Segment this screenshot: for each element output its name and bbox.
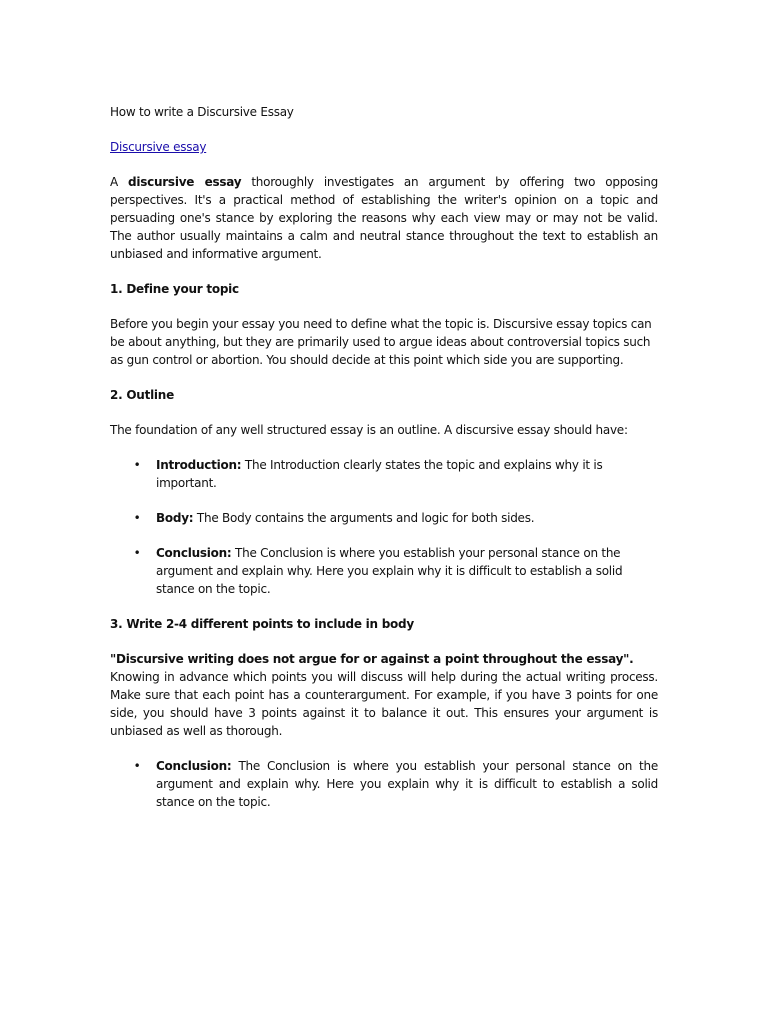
section1-body: Before you begin your essay you need to define what the topic is. Discursive essay topics can be about anything, but they are primarily used to argue ideas about controversial topics such as gun control or abortion. You should decide at this point which side you are supporting. [110, 317, 652, 367]
section1-heading: 1. Define your topic [110, 282, 239, 296]
list-item-conclusion [110, 544, 658, 598]
section3-heading: 3. Write 2-4 different points to include in body [110, 617, 414, 631]
list-item-label: Conclusion: [156, 546, 232, 560]
points-list [110, 757, 658, 811]
section3-quote: "Discursive writing does not argue for or against a point throughout the essay". [110, 652, 634, 666]
discursive-essay-link-line [110, 138, 658, 156]
document-body [110, 103, 658, 811]
bullet-icon: • [133, 546, 141, 560]
intro-paragraph [110, 173, 658, 263]
section3-body: Knowing in advance which points you will discuss will help during the actual writing process. Make sure that each point has a counterargument. For example, if you have 3 points for one side, you should have 3 points against it to balance it out. This ensures your argument is unbiased as well as thorough. [110, 670, 658, 738]
list-item-body [110, 509, 658, 527]
section2-heading: 2. Outline [110, 388, 174, 402]
discursive-essay-link[interactable]: Discursive essay [110, 140, 207, 154]
list-item-text: The Introduction clearly states the topic and explains why it is important. [156, 458, 603, 490]
list-item-introduction [110, 456, 658, 492]
bullet-icon: • [133, 759, 141, 773]
intro-lead: A [110, 175, 129, 189]
list-item-label: Conclusion: [156, 759, 232, 773]
document-title: How to write a Discursive Essay [110, 105, 294, 119]
list-item-label: Introduction: [156, 458, 242, 472]
bullet-icon: • [133, 511, 141, 525]
list-item-conclusion [110, 757, 658, 811]
intro-term: discursive essay [128, 175, 242, 189]
bullet-icon: • [133, 458, 141, 472]
intro-rest: thoroughly investigates an argument by offering two opposing perspectives. It's a practical method of establishing the writer's opinion on a topic and persuading one's stance by exploring the reasons why each view may or may not be valid. The author usually maintains a calm and neutral stance throughout the text to establish an unbiased and informative argument. [110, 175, 658, 261]
list-item-text: The Conclusion is where you establish your personal stance on the argument and explain why. Here you explain why it is difficult to establish a solid stance on the topic. [156, 546, 623, 596]
list-item-text: The Conclusion is where you establish your personal stance on the argument and explain why. Here you explain why it is difficult to establish a solid stance on the topic. [156, 759, 658, 809]
list-item-text: The Body contains the arguments and logic for both sides. [193, 511, 535, 525]
section2-body: The foundation of any well structured essay is an outline. A discursive essay should have: [110, 423, 628, 437]
outline-list [110, 456, 658, 598]
list-item-label: Body: [156, 511, 194, 525]
